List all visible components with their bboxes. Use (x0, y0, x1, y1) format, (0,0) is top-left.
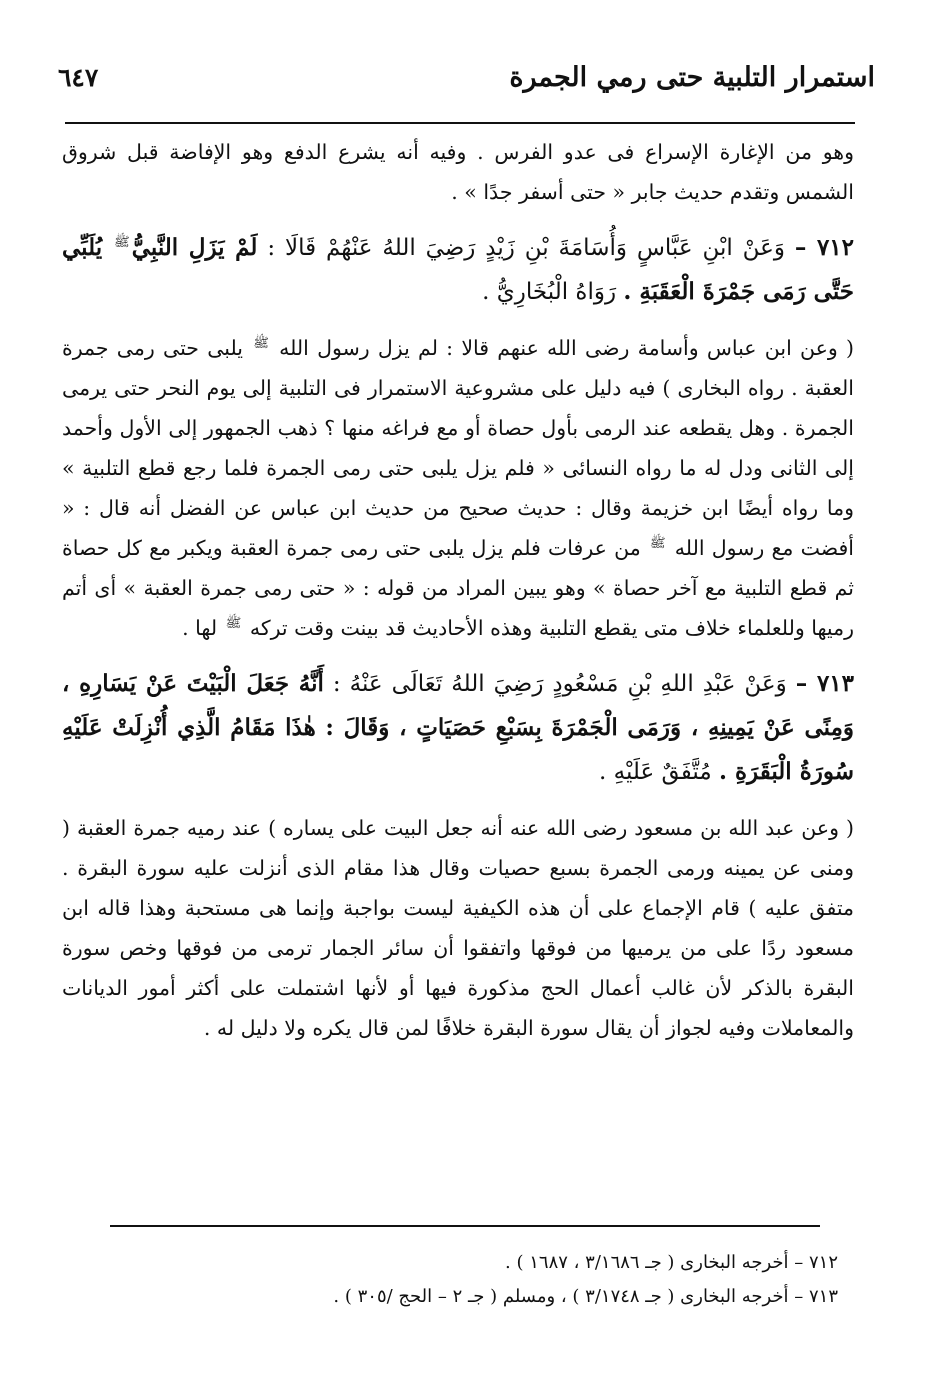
commentary-paragraph-intro (62, 132, 854, 212)
footnote-712: ٧١٢ – أخرجه البخارى ( جـ ٣/١٦٨٦ ، ١٦٨٧ ) . (505, 1252, 838, 1273)
page-number: ٦٤٧ (58, 62, 99, 92)
hadith-text: لَمْ يَزَلِ النَّبِيُّ (131, 234, 258, 261)
hadith-source: مُتَّفَقٌ عَلَيْهِ . (599, 759, 712, 785)
hadith-712 (62, 226, 854, 314)
footnote-rule (110, 1225, 820, 1227)
page-header (58, 52, 875, 102)
sallallahu-ligature-icon: ﷺ (225, 616, 242, 632)
hadith-number: ٧١٣ – (795, 670, 855, 697)
page-body (62, 132, 854, 1062)
commentary-713 (62, 808, 854, 1048)
hadith-text-continued: يُلَبِّي حَتَّى رَمَى جَمْرَةَ الْعَقَبَةِ . (62, 234, 854, 305)
sallallahu-ligature-icon: ﷺ (253, 336, 269, 352)
footnotes (78, 1246, 838, 1314)
hadith-narrator-intro: وَعَنْ عَبْدِ اللهِ بْنِ مَسْعُودٍ رَضِيَ اللهُ تَعَالَى عَنْهُ : (332, 671, 787, 697)
commentary-712 (62, 328, 854, 648)
hadith-713 (62, 662, 854, 794)
hadith-narrator-intro: وَعَنْ ابْنِ عَبَّاسٍ وَأُسَامَةَ بْنِ زَيْدٍ رَضِيَ اللهُ عَنْهُمْ قَالَا : (267, 235, 785, 261)
hadith-source: رَوَاهُ الْبُخَارِيُّ . (482, 279, 617, 305)
commentary-text: يلبى حتى رمى جمرة العقبة . رواه البخارى ) فيه دليل على مشروعية الاستمرار فى التلبية إلى يوم النحر حتى يرمى الجمرة . وهل يقطعه عند الرمى بأول حصاة أو مع فراغه منها ؟ ذهب الجمهور إلى الأول وأحمد إلى الثانى ودل له ما رواه النسائى « فلم يزل يلبى حتى رمى الجمرة فلما رجع قطع التلبية » وما رواه أيضًا ابن خزيمة وقال : حديث صحيح من حديث ابن عباس عن الفضل أنه قال : « أفضت مع رسول الله (62, 336, 854, 560)
commentary-text: من عرفات فلم يزل يلبى حتى رمى جمرة العقبة ويكبر مع كل حصاة ثم قطع التلبية مع آخر حصاة » وهو يبين المراد من قوله : « حتى رمى جمرة العقبة » أى أتم رميها وللعلماء خلاف متى يقطع التلبية وهذه الأحاديث قد بينت وقت تركه (62, 536, 854, 640)
commentary-text: ( وعن عبد الله بن مسعود رضى الله عنه أنه جعل البيت على يساره ) عند رميه جمرة العقبة ( ومنى عن يمينه ورمى الجمرة بسبع حصيات وقال هذا مقام الذى أنزلت عليه سورة البقرة . متفق عليه ) قام الإجماع على أن هذه الكيفية ليست بواجبة وإنما هى مستحبة وهذا قاله ابن مسعود ردًا على من يرميها من فوقها واتفقوا أن سائر الجمار ترمى من فوقها وخص سورة البقرة بالذكر لأن غالب أعمال الحج مذكورة فيها أو لأنها اشتملت على أكثر أمور الديانات والمعاملات وفيه لجواز أن يقال سورة البقرة خلافًا لمن قال يكره ولا دليل له . (62, 816, 854, 1040)
commentary-text: لها . (182, 616, 218, 640)
paragraph-text: وهو من الإغارة الإسراع فى عدو الفرس . وفيه أنه يشرع الدفع وهو الإفاضة قبل شروق الشمس وتقدم حديث جابر « حتى أسفر جدًا » . (62, 140, 854, 204)
header-rule (65, 122, 855, 124)
sallallahu-ligature-icon: ﷺ (649, 536, 666, 552)
sallallahu-ligature-icon: ﷺ (114, 235, 130, 251)
footnote-713: ٧١٣ – أخرجه البخارى ( جـ ٣/١٧٤٨ ) ، ومسلم ( جـ ٢ – الحج /٣٠٥ ) . (333, 1286, 838, 1307)
hadith-text: أَنَّهُ جَعَلَ الْبَيْتَ عَنْ يَسَارِهِ ، وَمِنًى عَنْ يَمِينِهِ ، وَرَمَى الْجَمْرَةَ بِسَبْعِ حَصَيَاتٍ ، وَقَالَ : هٰذَا مَقَامُ الَّذِي أُنْزِلَتْ عَلَيْهِ سُورَةُ الْبَقَرَةِ . (62, 670, 854, 785)
commentary-text: ( وعن ابن عباس وأسامة رضى الله عنهم قالا : لم يزل رسول الله (279, 336, 854, 360)
hadith-number: ٧١٢ – (794, 234, 854, 261)
running-title: استمرار التلبية حتى رمي الجمرة (509, 61, 875, 93)
